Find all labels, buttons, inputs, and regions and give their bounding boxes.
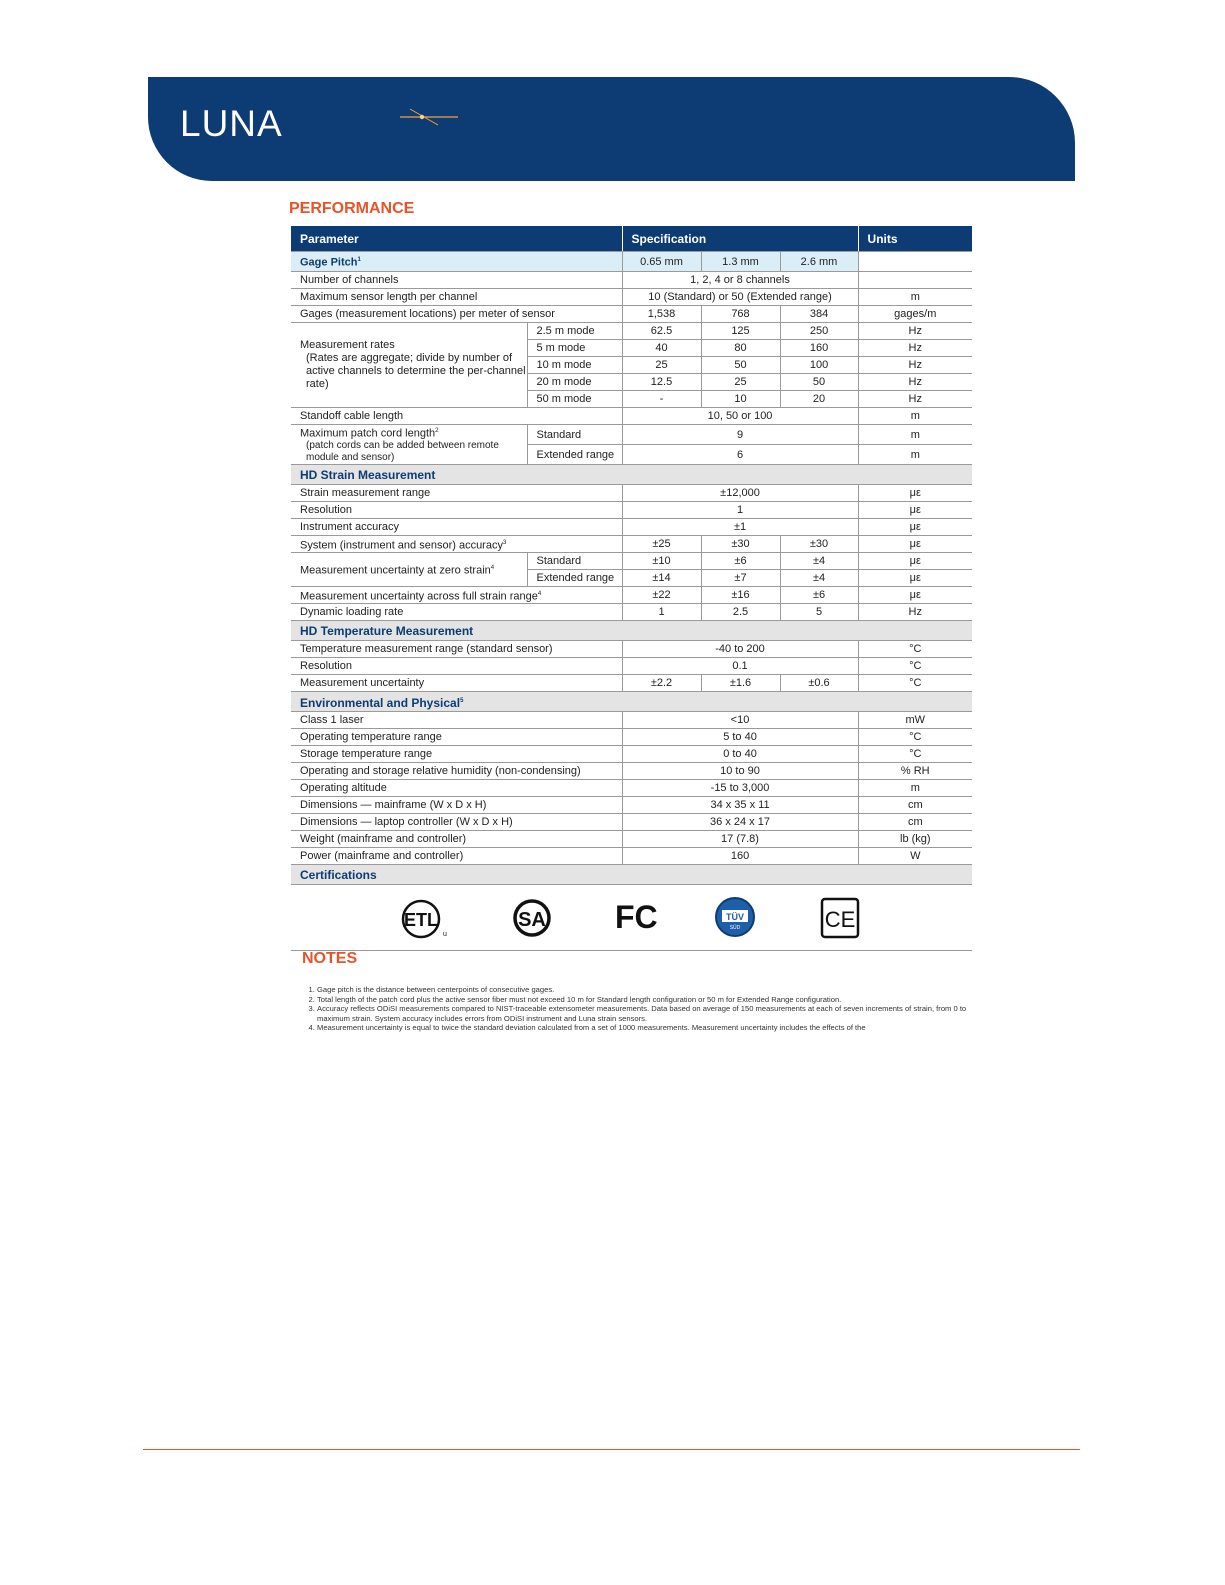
row-label: Maximum sensor length per channel <box>291 289 622 306</box>
row-value: ±4 <box>780 553 858 570</box>
row-value: 1,538 <box>622 306 701 323</box>
etl-listed-icon <box>401 896 447 942</box>
row-value: 10 <box>701 391 780 408</box>
pitch-value: 2.6 mm <box>780 252 858 272</box>
row-value: 1 <box>622 604 701 621</box>
row-value: ±4 <box>780 570 858 587</box>
svg-text:ETL: ETL <box>404 910 438 930</box>
patch-note: (patch cords can be added between remote module and sensor) <box>306 439 499 463</box>
rates-note: (Rates are aggregate; divide by number of active channels to determine the per-channel rate) <box>306 352 526 390</box>
row-label: Power (mainframe and controller) <box>291 848 622 865</box>
mode-label: Standard <box>527 425 622 445</box>
group-header-row <box>291 621 972 641</box>
row-value: 0.1 <box>622 658 858 675</box>
rates-label-cell <box>291 323 527 408</box>
fcc-icon <box>613 896 661 936</box>
note-item: 3. Accuracy reflects ODiSI measurements compared to NIST-traceable extensometer measurements. Data based on average of 150 measurements at each of seven increments of strain, from 0 to maximum strain. System accuracy includes errors from ODiSI instrument and Luna strain sensors. <box>317 1004 967 1023</box>
row-unit: m <box>858 445 972 465</box>
row-value: ±30 <box>780 536 858 553</box>
table-row <box>291 604 972 621</box>
header-specification: Specification <box>622 226 858 252</box>
table-row <box>291 425 972 445</box>
logo-star-icon <box>400 105 460 129</box>
row-value: ±12,000 <box>622 485 858 502</box>
row-label: Weight (mainframe and controller) <box>291 831 622 848</box>
table-row <box>291 502 972 519</box>
table-header-row <box>291 226 972 252</box>
table-row <box>291 519 972 536</box>
row-value: 10, 50 or 100 <box>622 408 858 425</box>
performance-title: PERFORMANCE <box>289 200 415 217</box>
row-value: 36 x 24 x 17 <box>622 814 858 831</box>
row-label: Instrument accuracy <box>291 519 622 536</box>
row-unit: m <box>858 289 972 306</box>
row-label: Operating altitude <box>291 780 622 797</box>
row-unit: gages/m <box>858 306 972 323</box>
table-row <box>291 746 972 763</box>
table-row <box>291 289 972 306</box>
table-row <box>291 814 972 831</box>
rates-label: Measurement rates <box>300 339 395 351</box>
row-value: 2.5 <box>701 604 780 621</box>
tuv-sud-icon <box>714 896 756 938</box>
svg-text:TÜV: TÜV <box>726 912 744 922</box>
mode-label: 2.5 m mode <box>527 323 622 340</box>
certification-logos <box>291 886 972 951</box>
table-row <box>291 797 972 814</box>
row-value: 25 <box>701 374 780 391</box>
row-value: 5 <box>780 604 858 621</box>
mode-label: Standard <box>527 553 622 570</box>
row-unit: Hz <box>858 340 972 357</box>
row-value: 1 <box>622 502 858 519</box>
mode-label: 5 m mode <box>527 340 622 357</box>
note-item: 1. Gage pitch is the distance between centerpoints of consecutive gages. <box>317 985 967 995</box>
svg-text:CE: CE <box>824 907 856 932</box>
svg-text:u: u <box>443 931 447 938</box>
row-value: 20 <box>780 391 858 408</box>
notes-title: NOTES <box>302 950 358 967</box>
row-label: Dimensions — laptop controller (W x D x H) <box>291 814 622 831</box>
row-unit: °C <box>858 675 972 692</box>
row-label: Storage temperature range <box>291 746 622 763</box>
row-unit: °C <box>858 746 972 763</box>
row-value: ±6 <box>701 553 780 570</box>
row-value: 768 <box>701 306 780 323</box>
row-value: - <box>622 391 701 408</box>
row-unit: °C <box>858 641 972 658</box>
row-label: Strain measurement range <box>291 485 622 502</box>
row-unit: m <box>858 408 972 425</box>
header-banner <box>148 77 1075 181</box>
row-unit: mW <box>858 712 972 729</box>
row-unit: W <box>858 848 972 865</box>
row-value: ±6 <box>780 587 858 604</box>
header-parameter: Parameter <box>291 226 622 252</box>
certifications-section-title: Certifications <box>291 865 972 885</box>
row-label: Number of channels <box>291 272 622 289</box>
row-label: Measurement uncertainty across full strain range$^4$ <box>291 587 622 604</box>
row-unit: °C <box>858 658 972 675</box>
row-unit: Hz <box>858 357 972 374</box>
pitch-value: 1.3 mm <box>701 252 780 272</box>
row-value: 50 <box>780 374 858 391</box>
row-label: Gages (measurement locations) per meter of sensor <box>291 306 622 323</box>
row-value: 12.5 <box>622 374 701 391</box>
unit-cell <box>858 252 972 272</box>
row-unit: με <box>858 553 972 570</box>
row-label: Resolution <box>291 502 622 519</box>
row-value: 160 <box>780 340 858 357</box>
row-value: 34 x 35 x 11 <box>622 797 858 814</box>
luna-logo: LUNA <box>180 103 283 144</box>
row-unit: Hz <box>858 604 972 621</box>
row-unit: m <box>858 425 972 445</box>
row-unit: lb (kg) <box>858 831 972 848</box>
row-value: 384 <box>780 306 858 323</box>
table-row <box>291 553 972 570</box>
row-value: ±1.6 <box>701 675 780 692</box>
row-value: 10 to 90 <box>622 763 858 780</box>
table-row <box>291 536 972 553</box>
row-unit: m <box>858 780 972 797</box>
row-label: System (instrument and sensor) accuracy$^3$ <box>291 536 622 553</box>
row-unit: °C <box>858 729 972 746</box>
row-value: 1, 2, 4 or 8 channels <box>622 272 858 289</box>
row-unit: cm <box>858 797 972 814</box>
row-unit: Hz <box>858 323 972 340</box>
row-label: Class 1 laser <box>291 712 622 729</box>
row-value: ±0.6 <box>780 675 858 692</box>
row-value: ±7 <box>701 570 780 587</box>
table-row <box>291 306 972 323</box>
row-unit: με <box>858 570 972 587</box>
row-unit: Hz <box>858 391 972 408</box>
row-label: Dimensions — mainframe (W x D x H) <box>291 797 622 814</box>
row-value: 250 <box>780 323 858 340</box>
row-unit: με <box>858 587 972 604</box>
table-row <box>291 587 972 604</box>
strain-section-title: HD Strain Measurement <box>291 465 972 485</box>
row-value: ±16 <box>701 587 780 604</box>
row-value: -40 to 200 <box>622 641 858 658</box>
row-unit: με <box>858 485 972 502</box>
row-label: Standoff cable length <box>291 408 622 425</box>
table-row <box>291 675 972 692</box>
row-label: Operating temperature range <box>291 729 622 746</box>
row-value: 100 <box>780 357 858 374</box>
table-row <box>291 848 972 865</box>
row-value: 160 <box>622 848 858 865</box>
table-row <box>291 408 972 425</box>
row-unit <box>858 272 972 289</box>
svg-text:SÜD: SÜD <box>729 925 741 931</box>
row-unit: με <box>858 519 972 536</box>
row-label: Measurement uncertainty <box>291 675 622 692</box>
mode-label: Extended range <box>527 570 622 587</box>
svg-text:SA: SA <box>518 909 546 931</box>
header-units: Units <box>858 226 972 252</box>
row-value: -15 to 3,000 <box>622 780 858 797</box>
table-row <box>291 712 972 729</box>
row-value: 80 <box>701 340 780 357</box>
row-value: ±1 <box>622 519 858 536</box>
table-row <box>291 272 972 289</box>
row-unit: % RH <box>858 763 972 780</box>
mode-label: 50 m mode <box>527 391 622 408</box>
note-item: 2. Total length of the patch cord plus the active sensor fiber must not exceed 10 m for Standard length configuration or 50 m for Extended Range configuration. <box>317 995 967 1005</box>
patch-label-cell <box>291 425 527 465</box>
group-header-row <box>291 465 972 485</box>
environmental-section-title: Environmental and Physical$^5$ <box>291 692 972 712</box>
row-label: Operating and storage relative humidity (non-condensing) <box>291 763 622 780</box>
row-value: <10 <box>622 712 858 729</box>
row-value: 9 <box>622 425 858 445</box>
row-value: ±22 <box>622 587 701 604</box>
row-value: 6 <box>622 445 858 465</box>
row-value: 0 to 40 <box>622 746 858 763</box>
row-unit: Hz <box>858 374 972 391</box>
row-unit: με <box>858 536 972 553</box>
table-row <box>291 641 972 658</box>
row-value: 10 (Standard) or 50 (Extended range) <box>622 289 858 306</box>
mode-label: Extended range <box>527 445 622 465</box>
mode-label: 10 m mode <box>527 357 622 374</box>
table-row <box>291 763 972 780</box>
svg-text:FC: FC <box>615 899 658 935</box>
row-value: ±30 <box>701 536 780 553</box>
notes-list <box>307 985 967 1033</box>
row-value: 40 <box>622 340 701 357</box>
temperature-section-title: HD Temperature Measurement <box>291 621 972 641</box>
group-header-row <box>291 865 972 885</box>
group-header-row <box>291 692 972 712</box>
row-value: 5 to 40 <box>622 729 858 746</box>
row-unit: με <box>858 502 972 519</box>
row-value: 25 <box>622 357 701 374</box>
ce-mark-icon <box>820 896 860 940</box>
row-label: Dynamic loading rate <box>291 604 622 621</box>
table-row <box>291 658 972 675</box>
table-row <box>291 252 972 272</box>
performance-table <box>291 226 972 885</box>
row-value: 62.5 <box>622 323 701 340</box>
row-value: ±25 <box>622 536 701 553</box>
table-row <box>291 323 972 340</box>
row-value: ±2.2 <box>622 675 701 692</box>
patch-label: Maximum patch cord length$^2$ <box>300 427 439 440</box>
row-value: 17 (7.8) <box>622 831 858 848</box>
footer-divider <box>143 1449 1080 1450</box>
row-label: Resolution <box>291 658 622 675</box>
table-row <box>291 780 972 797</box>
row-unit: cm <box>858 814 972 831</box>
gage-pitch-label: Gage Pitch$^1$ <box>291 252 622 272</box>
row-value: ±14 <box>622 570 701 587</box>
pitch-value: 0.65 mm <box>622 252 701 272</box>
row-value: 50 <box>701 357 780 374</box>
table-row <box>291 729 972 746</box>
table-row <box>291 485 972 502</box>
table-row <box>291 831 972 848</box>
note-item: 4. Measurement uncertainty is equal to twice the standard deviation calculated from a set of 1000 measurements. Measurement uncertainty includes the effects of the <box>317 1023 967 1033</box>
csa-icon <box>512 896 552 940</box>
row-label: Temperature measurement range (standard sensor) <box>291 641 622 658</box>
row-value: 125 <box>701 323 780 340</box>
mode-label: 20 m mode <box>527 374 622 391</box>
zero-strain-label: Measurement uncertainty at zero strain$^4$ <box>291 553 527 587</box>
row-value: ±10 <box>622 553 701 570</box>
